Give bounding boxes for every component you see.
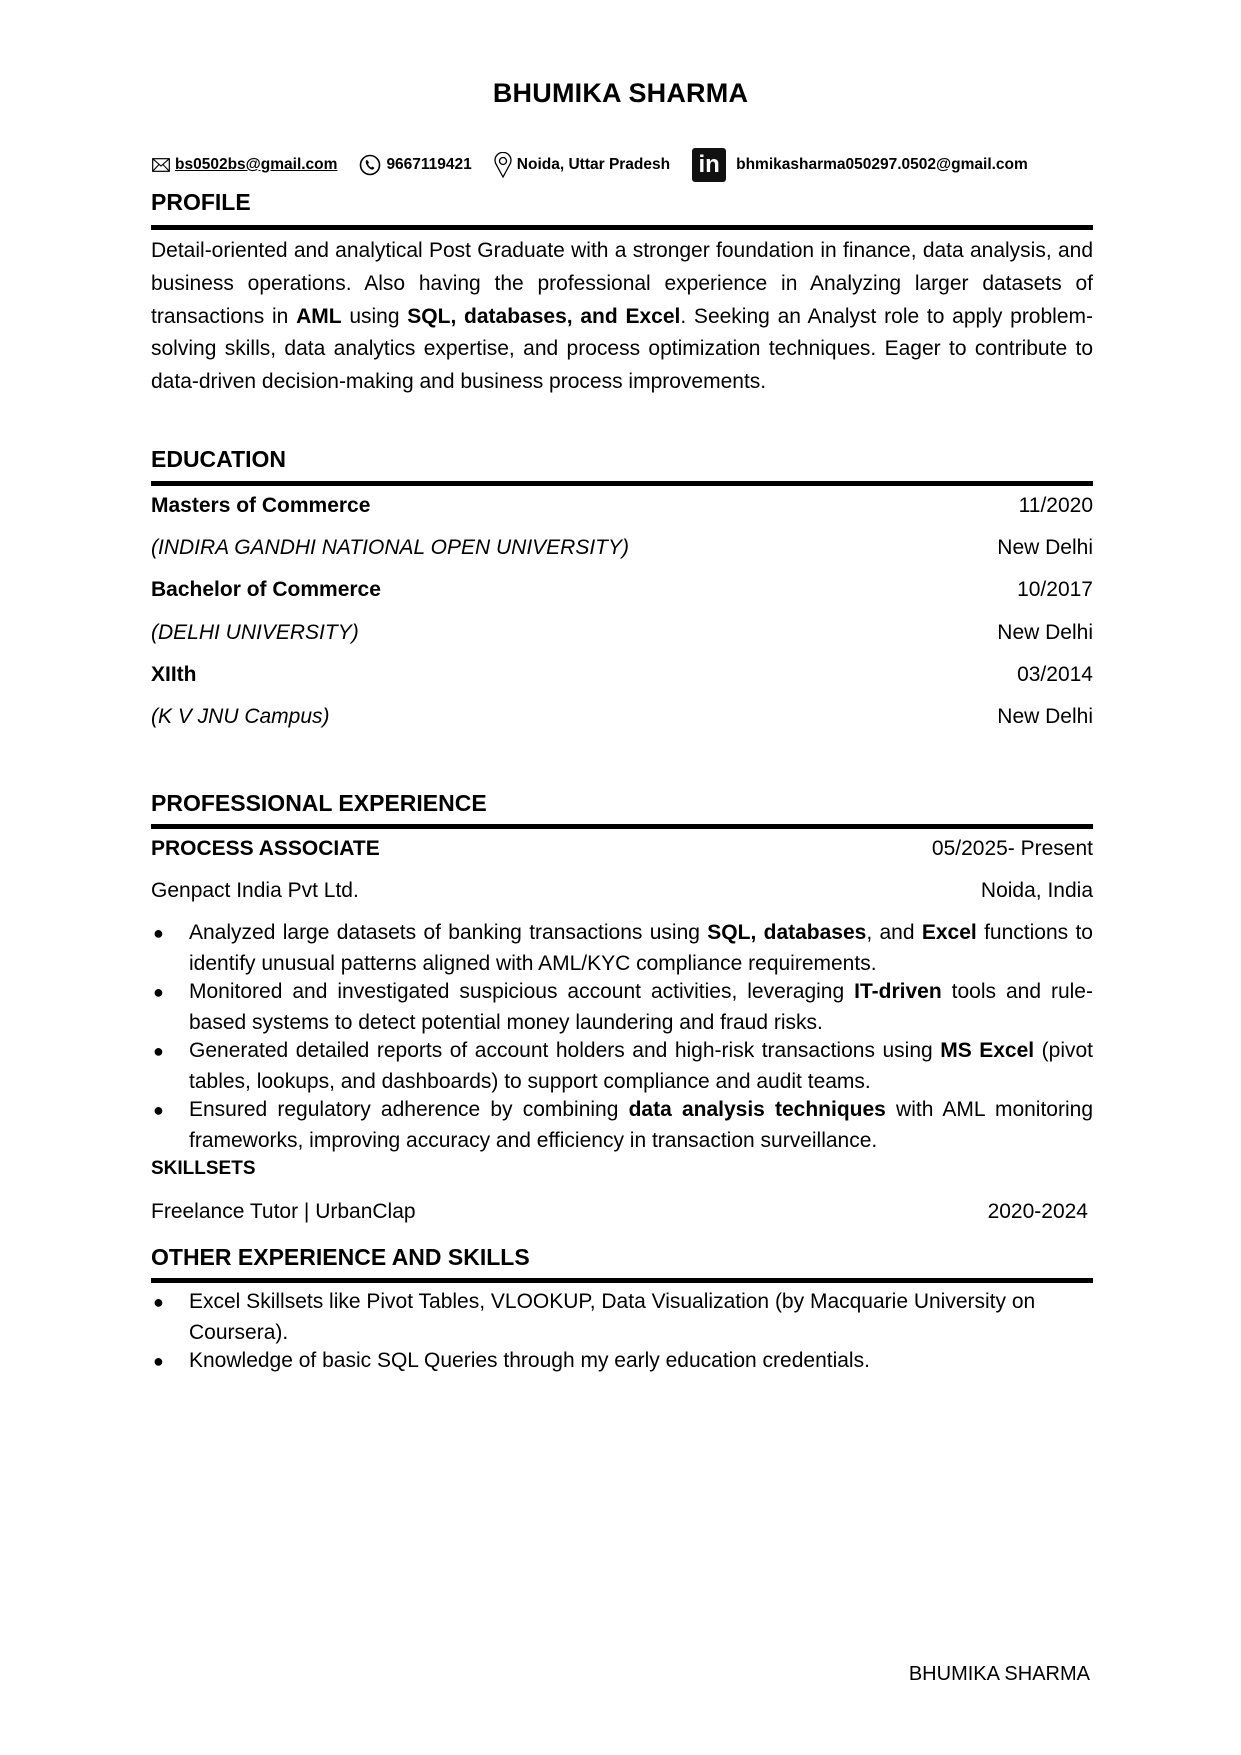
degree-date: 03/2014 [1017,663,1093,686]
bullet-icon: ● [153,1351,164,1371]
page-footer-name: BHUMIKA SHARMA [908,1663,1090,1685]
profile-summary: Detail-oriented and analytical Post Graduate with a stronger foundation in finance, data analysis, and business operations. Also having the professional experience in Analyzing larger datasets of transactions in AML using SQL, databases, and Excel. Seeking an Analyst role to apply problem-solving skills, data analytics expertise, and process optimization techniques. Eager to contribute to data-driven decision-making and business process improvements. [151,239,1093,394]
degree-date: 10/2017 [1017,578,1093,601]
education-entry-institution [151,621,1093,645]
job-header [151,837,1093,861]
skillsets-subheading-row [151,1158,1093,1180]
phone-icon [359,154,381,176]
institution-name: (K V JNU Campus) [151,705,330,728]
section-title-education: EDUCATION [151,446,287,472]
map-pin-icon [494,152,512,178]
linkedin-text[interactable]: bhmikasharma050297.0502@gmail.com [736,156,1028,173]
degree-date: 11/2020 [1018,494,1093,517]
bullet-icon: ● [153,1100,164,1120]
section-title-experience: PROFESSIONAL EXPERIENCE [151,790,487,816]
education-entry-degree [151,578,1093,602]
section-divider [151,481,1093,486]
job-company-row [151,879,1093,903]
freelance-role: Freelance Tutor | UrbanClap [151,1200,416,1223]
list-item: ● Knowledge of basic SQL Queries through my early education credentials. [151,1346,1093,1377]
bullet-icon: ● [153,982,164,1002]
contact-location [494,152,670,178]
education-entry-institution [151,705,1093,729]
section-divider [151,1278,1093,1283]
bullet-icon: ● [153,1041,164,1061]
degree-name: Masters of Commerce [151,494,371,517]
job-role: PROCESS ASSOCIATE [151,837,380,860]
bullet-icon: ● [153,923,164,943]
section-title-profile: PROFILE [151,189,251,215]
skillsets-subheading: SKILLSETS [151,1158,256,1179]
other-skills-list [151,1287,1093,1377]
email-link[interactable]: bs0502bs@gmail.com [175,156,338,173]
institution-location: New Delhi [997,705,1093,728]
section-divider [151,225,1093,230]
degree-name: XIIth [151,663,197,686]
freelance-dates: 2020-2024 [987,1200,1088,1223]
job-dates: 05/2025- Present [931,837,1093,860]
candidate-name: BHUMIKA SHARMA [492,78,749,108]
institution-location: New Delhi [997,621,1093,644]
institution-name: (DELHI UNIVERSITY) [151,621,359,644]
section-divider [151,824,1093,829]
list-item: ● Analyzed large datasets of banking transactions using SQL, databases, and Excel functions to identify unusual patterns aligned with AML/KYC compliance requirements. [151,918,1093,979]
education-entry-institution [151,536,1093,560]
list-item: ● Ensured regulatory adherence by combining data analysis techniques with AML monitoring frameworks, improving accuracy and efficiency in transaction surveillance. [151,1095,1093,1156]
bullet-icon: ● [153,1292,164,1312]
linkedin-icon: in [692,148,726,182]
education-entry-degree [151,494,1093,518]
section-title-other: OTHER EXPERIENCE AND SKILLS [151,1244,530,1270]
list-item: ● Generated detailed reports of account holders and high-risk transactions using MS Excel (pivot tables, lookups, and dashboards) to support compliance and audit teams. [151,1036,1093,1097]
institution-location: New Delhi [997,536,1093,559]
job-location: Noida, India [980,879,1093,902]
freelance-row [151,1200,1088,1224]
degree-name: Bachelor of Commerce [151,578,381,601]
contact-phone [359,154,471,176]
contact-email[interactable] [152,156,337,174]
job-responsibilities [151,918,1093,1156]
institution-name: (INDIRA GANDHI NATIONAL OPEN UNIVERSITY) [151,536,630,559]
list-item: ● Excel Skillsets like Pivot Tables, VLOOKUP, Data Visualization (by Macquarie University on Coursera). [151,1287,1093,1348]
list-item: ● Monitored and investigated suspicious account activities, leveraging IT-driven tools and rule-based systems to detect potential money laundering and fraud risks. [151,977,1093,1038]
phone-number: 9667119421 [386,156,472,173]
job-company: Genpact India Pvt Ltd. [151,879,359,902]
contact-linkedin[interactable] [692,148,1028,182]
contact-bar [152,148,1092,182]
location-text: Noida, Uttar Pradesh [516,156,671,173]
education-entry-degree [151,663,1093,687]
envelope-icon [152,158,170,172]
